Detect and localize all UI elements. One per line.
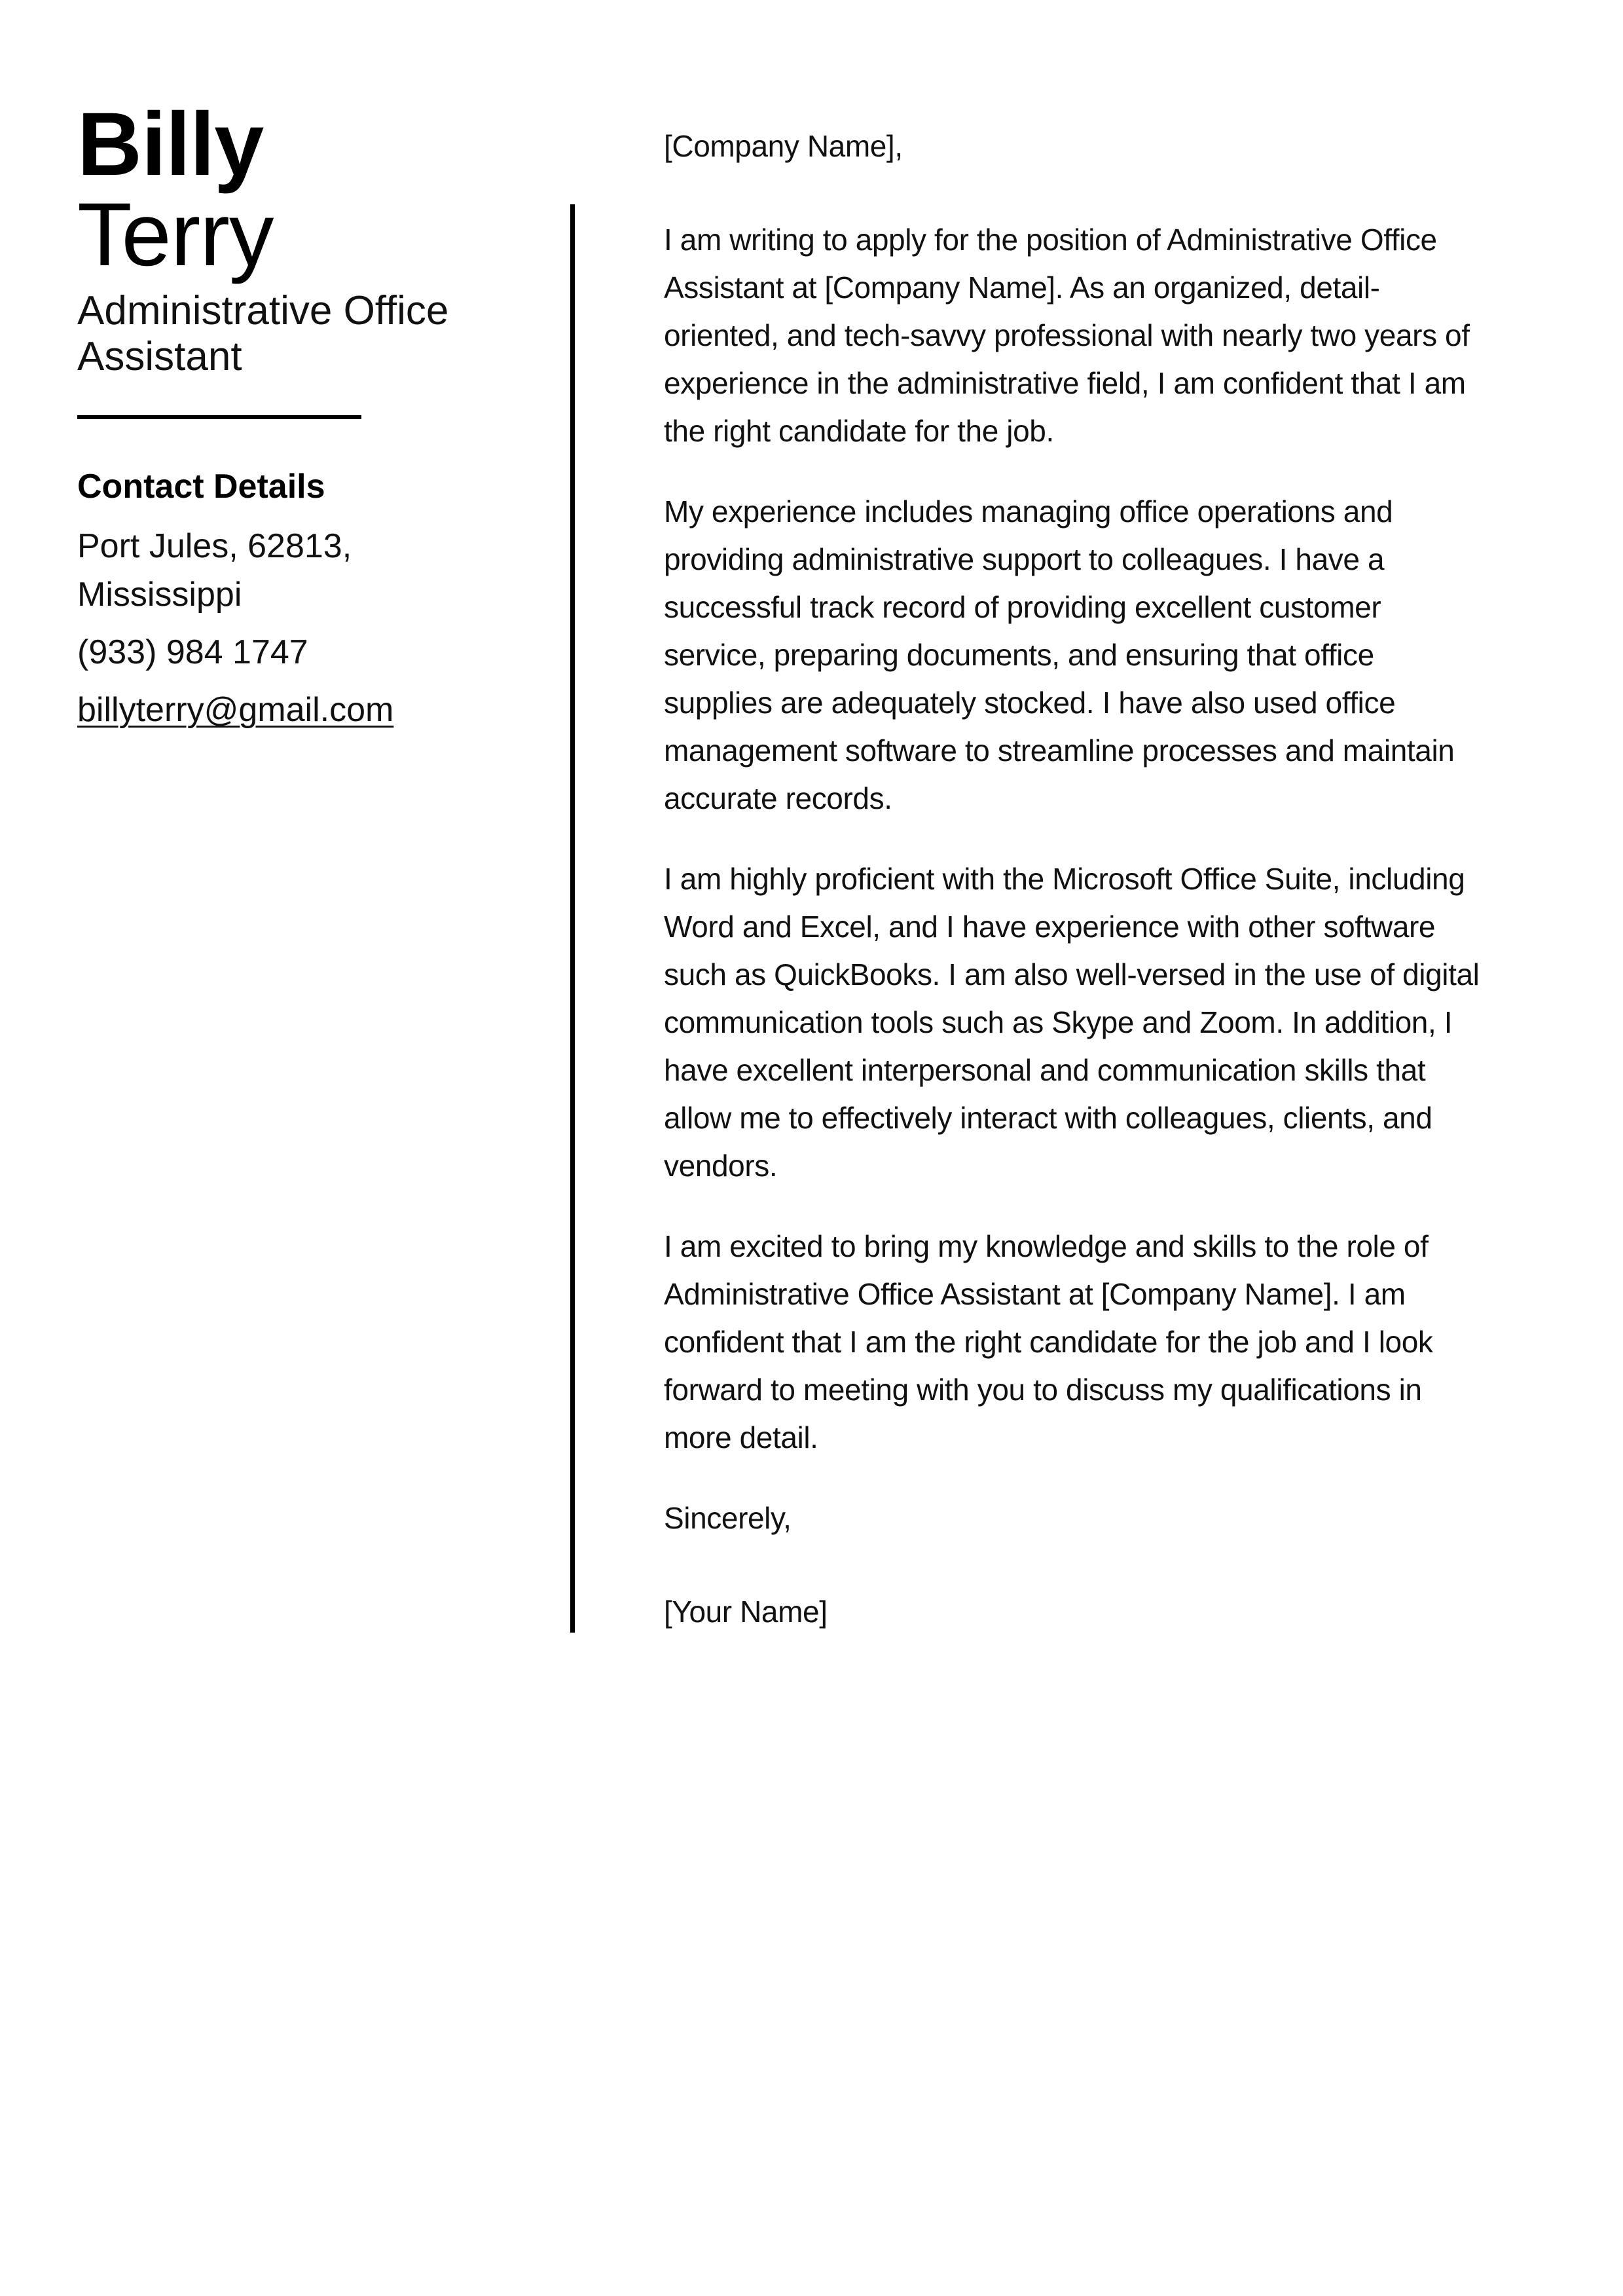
candidate-last-name: Terry (77, 185, 274, 285)
email-link[interactable]: billyterry@gmail.com (77, 691, 394, 729)
job-title: Administrative Office Assistant (77, 288, 449, 379)
letter-paragraph-4: I am excited to bring my knowledge and skills to the role of Administrative Office Assistant at [Company Name]. I am confident that I am the right candidate for the job and I look forward to meeting with you to discuss my qualifications in more detail. (664, 1229, 1433, 1454)
address-line-2: Mississippi (77, 576, 242, 614)
candidate-first-name: Billy (77, 94, 264, 194)
phone-number: (933) 984 1747 (77, 633, 308, 671)
letter-paragraph-2: My experience includes managing office operations and providing administrative support to colleagues. I have a successful track record of providing excellent customer service, preparing documents, and ensuring that office supplies are adequately stocked. I have also used office management software to streamline processes and maintain accurate records. (664, 494, 1455, 815)
address-line-1: Port Jules, 62813, (77, 527, 352, 565)
contact-details-heading: Contact Details (77, 468, 325, 506)
signature-line: [Your Name] (664, 1595, 828, 1629)
contact-block (77, 522, 470, 734)
letter-body (664, 122, 1490, 1636)
sidebar (77, 94, 470, 734)
vertical-divider (570, 204, 575, 1633)
address (77, 522, 470, 619)
horizontal-rule (77, 415, 361, 419)
letter-paragraph-1: I am writing to apply for the position of Administrative Office Assistant at [Company Name]. As an organized, detail-oriented, and tech-savvy professional with nearly two years of experience in the administrative field, I am confident that I am the right candidate for the job. (664, 223, 1470, 448)
candidate-name (77, 94, 470, 285)
letter-paragraph-3: I am highly proficient with the Microsoft Office Suite, including Word and Excel, and I have experience with other software such as QuickBooks. I am also well-versed in the use of digital communication tools such as Skype and Zoom. In addition, I have excellent interpersonal and communication skills that allow me to effectively interact with colleagues, clients, and vendors. (664, 862, 1480, 1183)
recipient-line: [Company Name], (664, 129, 903, 163)
closing-line: Sincerely, (664, 1501, 792, 1535)
